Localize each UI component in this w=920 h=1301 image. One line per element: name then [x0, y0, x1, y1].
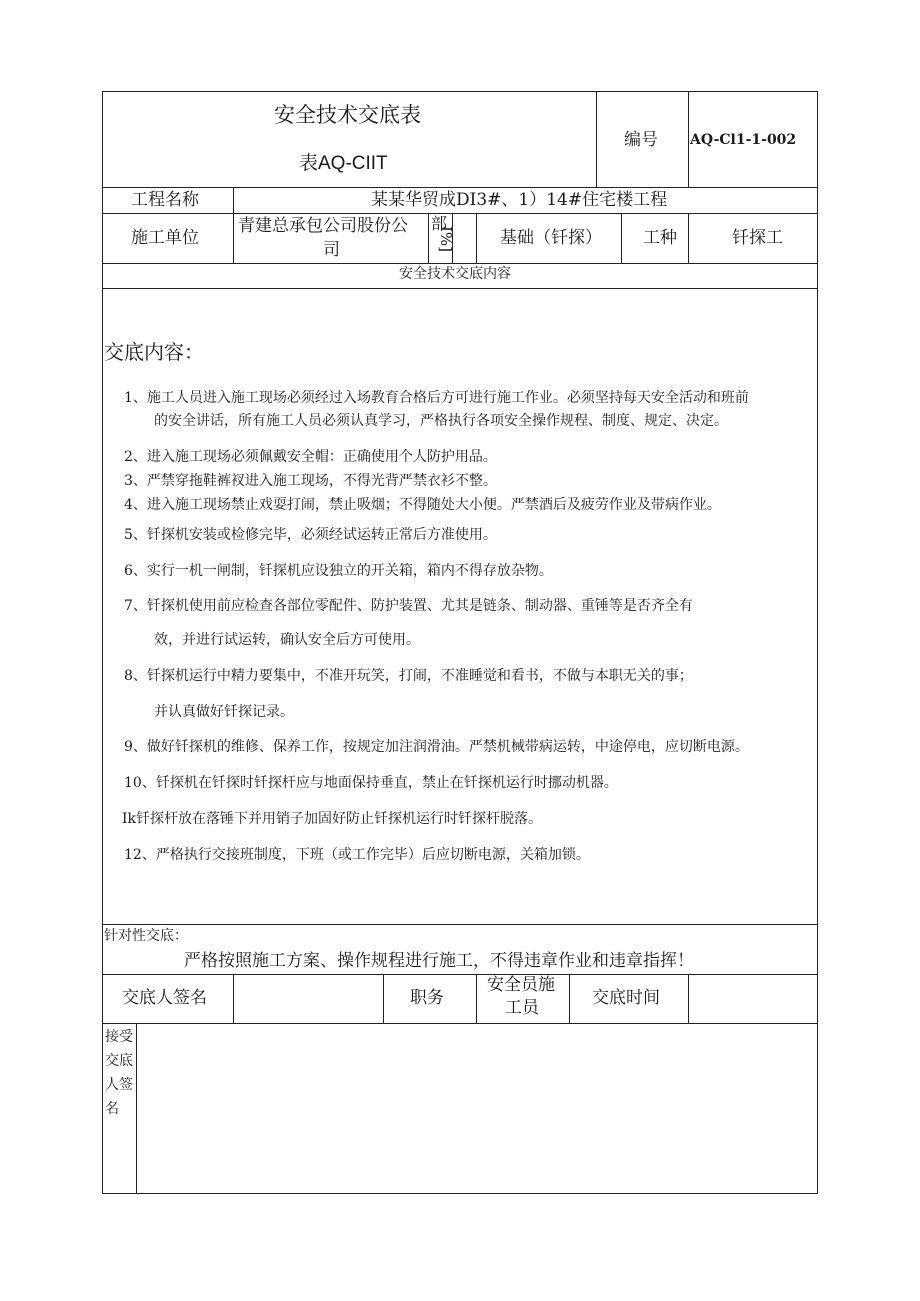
col-divider	[688, 974, 689, 1023]
col-divider	[476, 974, 477, 1023]
col-divider	[621, 213, 622, 263]
col-divider	[688, 91, 689, 187]
list-item: 8、钎探机运行中精力要集中，不准开玩笑，打闹，不准睡觉和看书，不做与本职无关的事；	[124, 668, 693, 684]
col-divider	[383, 974, 384, 1023]
disclosure-time-label: 交底时间	[592, 988, 660, 1008]
content-title: 交底内容：	[104, 340, 204, 364]
form-code: 表AQ-CIIT	[299, 153, 388, 174]
position-value-cont: 工员	[505, 998, 539, 1018]
form-title: 安全技术交底表	[274, 103, 421, 127]
discloser-label: 交底人签名	[122, 988, 207, 1008]
row-divider	[102, 974, 818, 975]
row-divider	[102, 288, 818, 289]
department-label: 部	[431, 214, 448, 233]
list-item: 效，并进行试运转，确认安全后方可使用。	[154, 632, 420, 648]
construction-unit-value: 青建总承包公司股份公	[238, 216, 408, 236]
receivers-label: 名	[105, 1101, 119, 1117]
number-value: AQ-Cl1-1-002	[690, 132, 797, 148]
list-item: 并认真做好钎探记录。	[154, 704, 294, 720]
project-name-label: 工程名称	[131, 190, 199, 210]
list-item: 5、钎探机安装或检修完毕，必须经试运转正常后方准使用。	[124, 527, 497, 543]
receivers-label: 人签	[105, 1077, 133, 1093]
list-item: 12、严格执行交接班制度，下班（或工作完毕）后应切断电源，关箱加锁。	[124, 847, 590, 863]
list-item: 4、进入施工现场禁止戏耍打闹，禁止吸烟；不得随处大小便。严禁酒后及疲劳作业及带病作业。	[124, 497, 721, 513]
position-value: 安全员施	[487, 975, 555, 995]
list-item: 7、钎探机使用前应检查各部位零配件、防护装置、尤其是链条、制动器、重锤等是否齐全有	[124, 598, 693, 614]
number-label: 编号	[624, 130, 658, 150]
list-item: 9、做好钎探机的维修、保养工作，按规定加注润滑油。严禁机械带病运转，中途停电，应切断电源。	[124, 739, 749, 755]
col-divider	[233, 187, 234, 263]
row-divider	[102, 263, 818, 264]
row-divider	[102, 213, 818, 214]
list-item: Ik钎探杆放在落锤下并用销子加固好防止钎探机运行时钎探杆脱落。	[122, 811, 543, 827]
project-name-value: 某某华贸成DI3#、1）14#住宅楼工程	[371, 190, 668, 210]
row-divider	[102, 187, 818, 188]
col-divider	[476, 213, 477, 263]
list-item: 2、进入施工现场必须佩戴安全帽：正确使用个人防护用品。	[124, 449, 497, 465]
col-divider	[233, 974, 234, 1023]
targeted-label: 针对性交底：	[104, 928, 188, 944]
list-item: 的安全讲话，所有施工人员必须认真学习，严格执行各项安全操作规程、制度、规定、决定。	[154, 413, 728, 429]
section-heading: 安全技术交底内容	[399, 266, 511, 282]
position-label: 职务	[410, 988, 444, 1008]
receivers-signature-area	[137, 1024, 817, 1193]
trade-value: 钎探工	[732, 228, 783, 248]
receivers-label: 接受	[105, 1029, 133, 1045]
col-divider	[428, 213, 429, 263]
construction-unit-value-cont: 司	[323, 240, 340, 260]
construction-unit-label: 施工单位	[131, 228, 199, 248]
col-divider	[596, 91, 597, 187]
list-item: 1、施工人员进入施工现场必须经过入场教育合格后方可进行施工作业。必须坚持每天安全活动和班前	[124, 390, 749, 406]
department-label-rotated: I%]	[437, 226, 455, 253]
col-divider	[569, 974, 570, 1023]
col-divider	[688, 213, 689, 263]
trade-label: 工种	[643, 228, 677, 248]
row-divider	[102, 924, 818, 925]
list-item: 3、严禁穿拖鞋裤衩进入施工现场，不得光背严禁衣衫不整。	[124, 473, 497, 489]
receivers-label: 交底	[105, 1053, 133, 1069]
department-value: 基础（钎探）	[500, 228, 602, 248]
list-item: 10、钎探机在钎探时钎探杆应与地面保持垂直，禁止在钎探机运行时挪动机器。	[124, 775, 618, 791]
list-item: 6、实行一机一闸制，钎探机应设独立的开关箱，箱内不得存放杂物。	[124, 563, 553, 579]
targeted-text: 严格按照施工方案、操作规程进行施工，不得违章作业和违章指挥！	[184, 951, 694, 971]
